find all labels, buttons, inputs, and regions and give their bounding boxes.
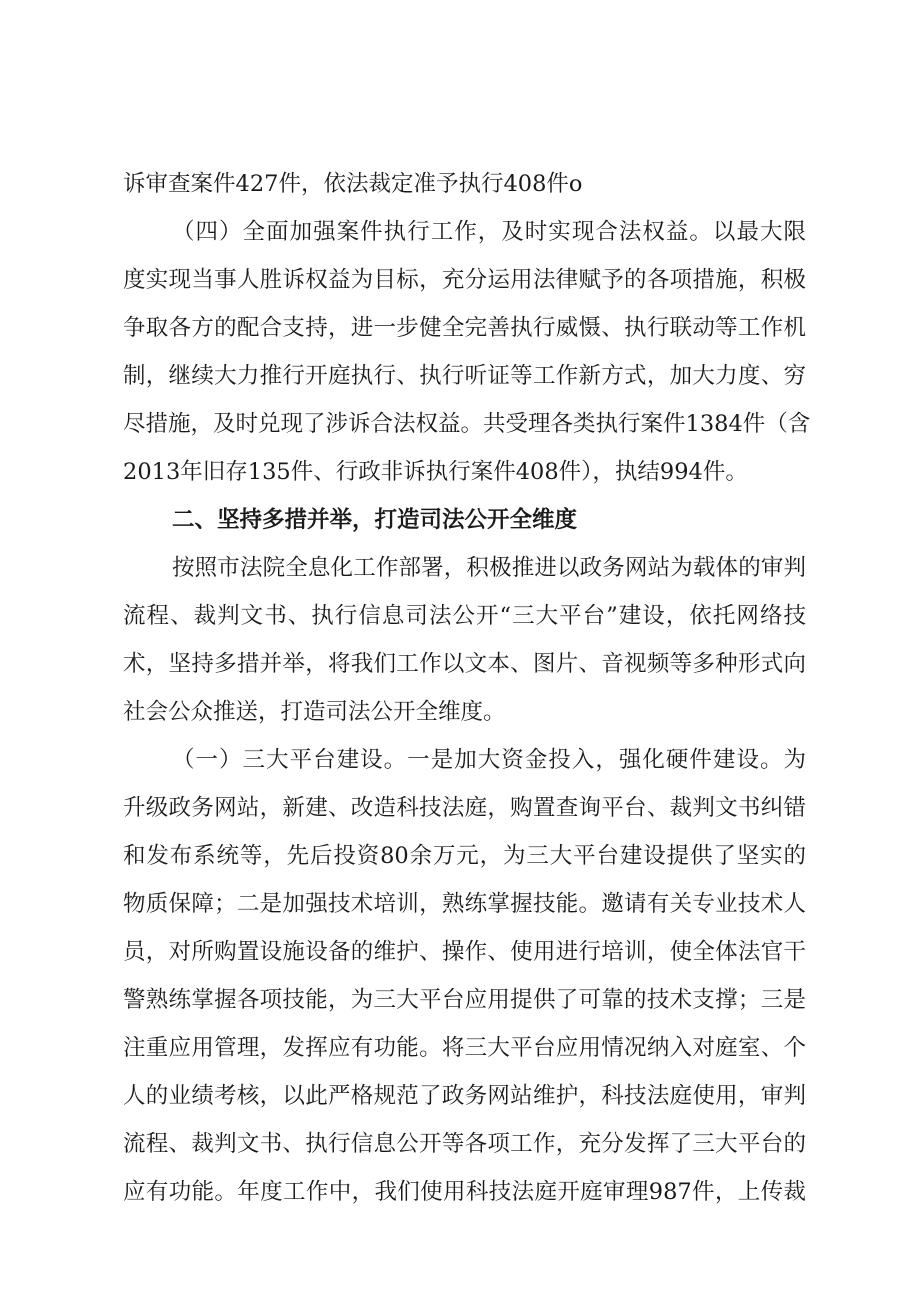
platforms-paragraph-line-2: 升级政务网站，新建、改造科技法庭，购置查询平台、裁判文书纠错 bbox=[123, 795, 806, 821]
platforms-paragraph-line-4: 物质保障；二是加强技术培训，熟练掌握技能。邀请有关专业技术人 bbox=[123, 891, 806, 917]
platforms-paragraph-line-8: 人的业绩考核，以此严格规范了政务网站维护，科技法庭使用，审判 bbox=[123, 1083, 806, 1109]
platforms-paragraph-line-5: 员，对所购置设施设备的维护、操作、使用进行培训，使全体法官干 bbox=[123, 939, 806, 965]
platforms-paragraph-line-10: 应有功能。年度工作中，我们使用科技法庭开庭审理987件，上传裁 bbox=[123, 1179, 806, 1205]
platforms-paragraph-line-3: 和发布系统等，先后投资80余万元，为三大平台建设提供了坚实的 bbox=[123, 843, 806, 869]
platforms-paragraph-line-7: 注重应用管理，发挥应有功能。将三大平台应用情况纳入对庭室、个 bbox=[123, 1035, 806, 1061]
platforms-paragraph-line-1: （一）三大平台建设。一是加大资金投入，强化硬件建设。为 bbox=[172, 747, 806, 773]
execution-paragraph-line-4: 制，继续大力推行开庭执行、执行听证等工作新方式，加大力度、穷 bbox=[123, 363, 806, 389]
intro-paragraph-line-1: 按照市法院全息化工作部署，积极推进以政务网站为载体的审判 bbox=[172, 555, 806, 581]
execution-paragraph-line-1: （四）全面加强案件执行工作，及时实现合法权益。以最大限 bbox=[172, 219, 806, 245]
execution-paragraph-line-2: 度实现当事人胜诉权益为目标，充分运用法律赋予的各项措施，积极 bbox=[123, 267, 806, 293]
intro-paragraph-line-3: 术，坚持多措并举，将我们工作以文本、图片、音视频等多种形式向 bbox=[123, 651, 806, 677]
platforms-paragraph-line-9: 流程、裁判文书、执行信息公开等各项工作，充分发挥了三大平台的 bbox=[123, 1131, 806, 1157]
platforms-paragraph-line-6: 警熟练掌握各项技能，为三大平台应用提供了可靠的技术支撑；三是 bbox=[123, 987, 806, 1013]
intro-paragraph-line-2: 流程、裁判文书、执行信息司法公开“三大平台”建设，依托网络技 bbox=[123, 603, 806, 629]
execution-paragraph-line-5: 尽措施，及时兑现了涉诉合法权益。共受理各类执行案件1384件（含 bbox=[123, 411, 811, 437]
continuation-line-1: 诉审查案件427件，依法裁定准予执行408件o bbox=[123, 171, 583, 197]
section-heading-2: 二、坚持多措并举，打造司法公开全维度 bbox=[172, 507, 578, 533]
execution-paragraph-line-3: 争取各方的配合支持，进一步健全完善执行威慑、执行联动等工作机 bbox=[123, 315, 806, 341]
intro-paragraph-line-4: 社会公众推送，打造司法公开全维度。 bbox=[123, 699, 506, 725]
execution-paragraph-line-6: 2013年旧存135件、行政非诉执行案件408件），执结994件。 bbox=[123, 459, 748, 485]
